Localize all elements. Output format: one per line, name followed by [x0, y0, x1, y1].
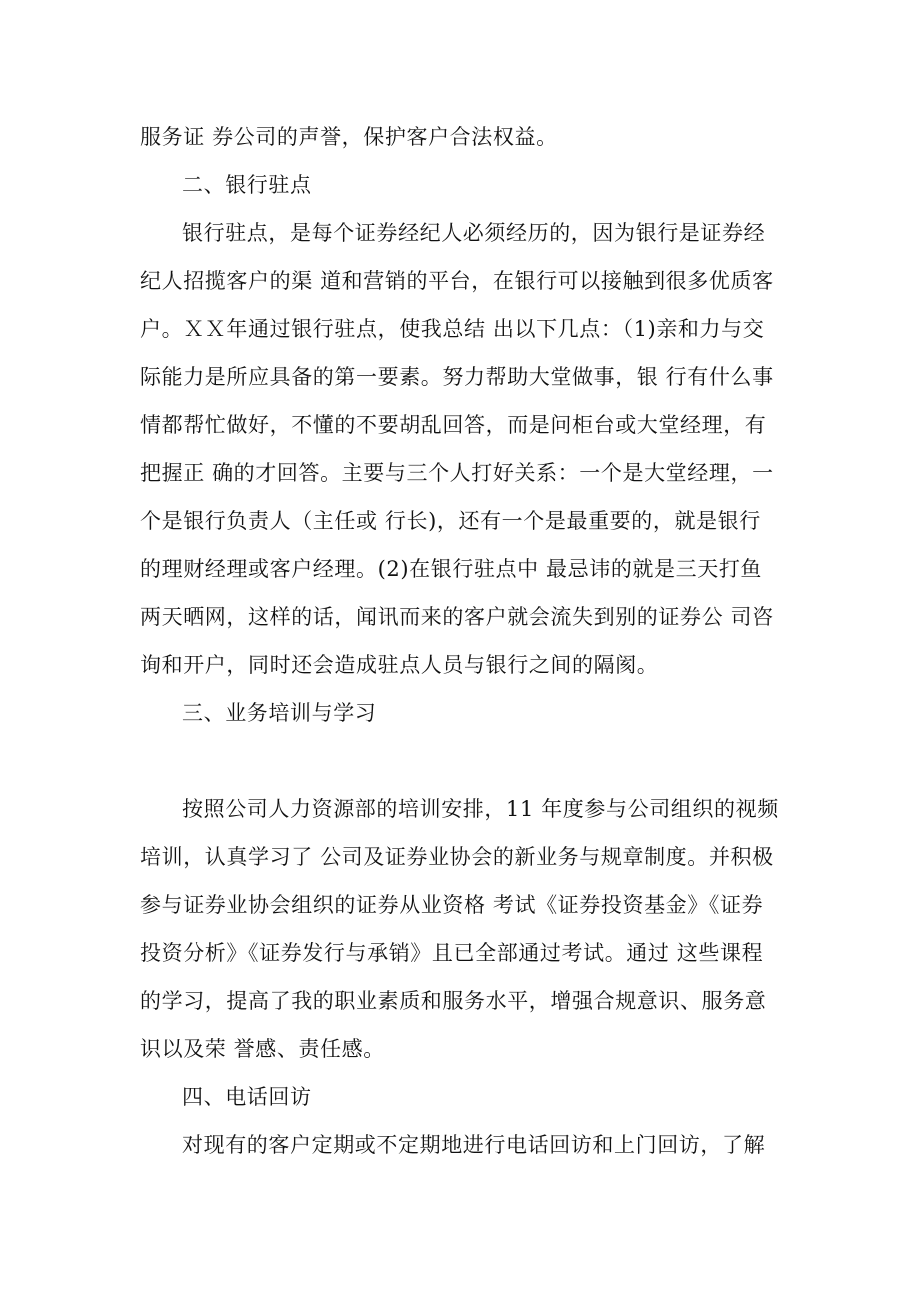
paragraph-line: 识以及荣 誉感、责任感。	[140, 1037, 385, 1061]
paragraph-line: 际能力是所应具备的第一要素。努力帮助大堂做事，银 行有什么事	[140, 365, 774, 389]
paragraph-line: 纪人招揽客户的渠 道和营销的平台，在银行可以接触到很多优质客	[140, 269, 774, 293]
paragraph-line: 对现有的客户定期或不定期地进行电话回访和上门回访，了解	[182, 1133, 766, 1157]
paragraph-line: 把握正 确的才回答。主要与三个人打好关系：一个是大堂经理，一	[140, 461, 774, 485]
paragraph-line: 的理财经理或客户经理。(2)在银行驻点中 最忌讳的就是三天打鱼	[140, 557, 763, 581]
paragraph-line: 培训，认真学习了 公司及证券业协会的新业务与规章制度。并积极	[140, 845, 774, 869]
paragraph-line: 情都帮忙做好，不懂的不要胡乱回答，而是问柜台或大堂经理，有	[140, 413, 767, 437]
section-heading: 二、银行驻点	[182, 173, 312, 197]
paragraph-line: 参与证券业协会组织的证券从业资格 考试《证券投资基金》《证券	[140, 893, 764, 917]
paragraph-line: 询和开户，同时还会造成驻点人员与银行之间的隔阂。	[140, 653, 659, 677]
section-heading: 三、业务培训与学习	[182, 701, 377, 725]
section-heading: 四、电话回访	[182, 1085, 312, 1109]
paragraph-line: 户。ＸＸ年通过银行驻点，使我总结 出以下几点：（1)亲和力与交	[140, 317, 765, 341]
paragraph-line: 投资分析》《证券发行与承销》且已全部通过考试。通过 这些课程	[140, 941, 764, 965]
paragraph-line: 银行驻点，是每个证券经纪人必须经历的，因为银行是证券经	[182, 221, 766, 245]
paragraph-line: 的学习，提高了我的职业素质和服务水平，增强合规意识、服务意	[140, 989, 767, 1013]
paragraph-line: 个是银行负责人（主任或 行长)，还有一个是最重要的，就是银行	[140, 509, 761, 533]
paragraph-line: 两天晒网，这样的话，闻讯而来的客户就会流失到别的证券公 司咨	[140, 605, 774, 629]
paragraph-line: 服务证 券公司的声誉，保护客户合法权益。	[140, 125, 558, 149]
paragraph-line: 按照公司人力资源部的培训安排，11 年度参与公司组织的视频	[182, 797, 779, 821]
